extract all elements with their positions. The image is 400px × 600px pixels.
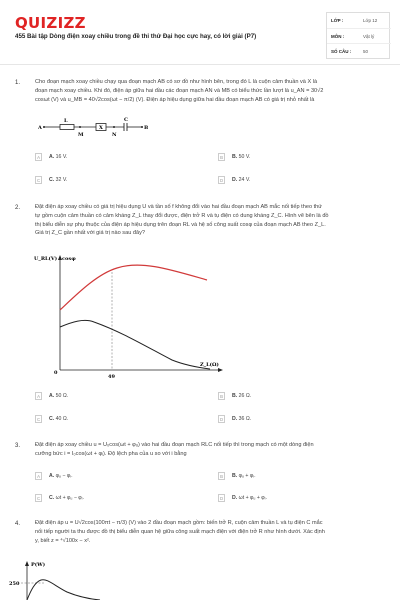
- option-label: C.: [49, 416, 55, 422]
- option-label: B.: [232, 473, 238, 479]
- question-line: đoạn mạch xoay chiều. Khi đó, điện áp giữa hai đầu các đoạn mạch AN và MB có biểu thức lần lượt là u_AN = 30√2: [35, 87, 324, 94]
- option-value: 24 V.: [238, 177, 251, 183]
- answer-option[interactable]: [218, 392, 388, 401]
- option-text: [49, 473, 73, 479]
- answer-option[interactable]: [35, 153, 215, 162]
- element-label-x: X: [99, 125, 103, 131]
- question-line: Đặt điện áp u = U√2cos(100πt − π/3) (V) vào 2 đầu đoạn mạch gồm: biến trở R, cuộn cảm thuần L và tụ điện C mắc: [35, 520, 323, 526]
- option-text: [232, 177, 250, 183]
- option-label: D.: [232, 416, 238, 422]
- meta-value: Vật lý: [363, 33, 375, 39]
- answer-option[interactable]: [35, 415, 215, 424]
- option-text: [232, 495, 267, 501]
- option-label: C.: [49, 177, 55, 183]
- option-value: 50 Ω.: [55, 393, 69, 399]
- node-label-n: N: [112, 132, 117, 138]
- answer-option[interactable]: [218, 176, 388, 185]
- option-value: 50 V.: [238, 154, 251, 160]
- circuit-diagram: [38, 112, 156, 140]
- answer-option[interactable]: [35, 392, 215, 401]
- question-line: Đặt điện áp xoay chiều có giá trị hiệu dụng U và tần số f không đổi vào hai đầu đoạn mạch AB mắc nối tiếp theo thứ: [35, 204, 323, 210]
- answer-option[interactable]: [218, 494, 388, 503]
- option-letter-box: C: [36, 178, 41, 183]
- option-letter-box: C: [36, 417, 41, 422]
- node-label-a: A: [38, 125, 42, 131]
- option-label: A.: [49, 393, 55, 399]
- option-text: [49, 495, 84, 501]
- option-text: [232, 154, 250, 160]
- option-letter-box: D: [219, 496, 224, 501]
- option-letter-box: B: [218, 472, 225, 480]
- option-value: 16 V.: [55, 154, 68, 160]
- option-label: A.: [49, 473, 55, 479]
- option-value: 40 Ω.: [55, 416, 69, 422]
- answer-option[interactable]: [35, 494, 215, 503]
- option-letter-box: D: [219, 178, 224, 183]
- option-value: φᵤ − φᵢ.: [55, 473, 73, 479]
- meta-row-count: [327, 44, 391, 60]
- option-letter-box: A: [35, 392, 42, 400]
- meta-row-subject: [327, 29, 391, 45]
- question-number: 4.: [15, 521, 21, 527]
- answer-option[interactable]: [218, 415, 388, 424]
- page-title: 455 Bài tập Dòng điện xoay chiều trong đề thi thử Đại học cực hay, có lời giải (P7): [15, 33, 257, 40]
- y-axis-label: U_RL(V): [34, 256, 58, 262]
- node-label-b: B: [144, 125, 149, 131]
- option-label: C.: [49, 495, 55, 501]
- answer-option[interactable]: [218, 153, 388, 162]
- option-letter-box: D: [219, 417, 224, 422]
- question-text: [35, 78, 390, 104]
- y-axis-label-2: cosφ: [62, 256, 76, 262]
- option-value: ωt + φᵤ + φᵢ.: [238, 495, 267, 501]
- answer-option[interactable]: [35, 176, 215, 185]
- question-number: 2.: [15, 205, 21, 211]
- option-letter-box: B: [218, 392, 225, 400]
- option-value: ωt + φᵤ − φᵢ.: [55, 495, 84, 501]
- option-value: φᵤ + φᵢ.: [238, 473, 256, 479]
- question-line: y, biết z = ⁴√100x − x².: [35, 537, 91, 544]
- option-text: [232, 393, 251, 399]
- meta-label: LỚP :: [331, 18, 344, 23]
- option-value: 26 Ω.: [238, 393, 252, 399]
- option-text: [232, 473, 256, 479]
- meta-table: [326, 12, 390, 59]
- question-line: tự gồm cuộn cảm thuần có cảm kháng Z_L thay đổi được, điện trở R và tụ điện có dung kháng Z_C. Hình vẽ bên là đồ: [35, 212, 329, 219]
- node-label-m: M: [78, 132, 84, 138]
- option-label: B.: [232, 393, 238, 399]
- question-line: nối tiếp người ta thu được đồ thị biểu diễn quan hệ giữa công suất mạch điện với điện trở R như hình dưới. Xác định: [35, 528, 325, 535]
- y-axis-label: P(W): [31, 562, 46, 568]
- question-text: [35, 441, 390, 459]
- x-mark-label: 49: [108, 374, 115, 380]
- option-letter-box: A: [35, 153, 42, 161]
- option-text: [49, 393, 68, 399]
- y-mark-label: 250: [9, 581, 20, 587]
- meta-value: Lớp 12: [363, 18, 378, 23]
- option-text: [49, 154, 67, 160]
- meta-label: SỐ CÂU :: [331, 49, 352, 55]
- option-text: [232, 416, 251, 422]
- ul-cosphi-graph: [32, 252, 232, 382]
- option-label: B.: [232, 154, 238, 160]
- option-label: D.: [232, 495, 238, 501]
- option-text: [49, 416, 68, 422]
- answer-option[interactable]: [218, 472, 388, 481]
- answer-option[interactable]: [35, 472, 215, 481]
- meta-value: 50: [363, 49, 369, 55]
- question-text: [35, 203, 390, 238]
- option-value: 36 Ω.: [238, 416, 252, 422]
- question-line: thị biểu diễn sự phụ thuộc của điện áp hiệu dụng trên đoạn RL và hệ số công suất cosφ của đoạn mạch AB theo Z_L.: [35, 221, 326, 228]
- quizizz-logo: QUIZIZZ: [15, 14, 86, 32]
- question-number: 1.: [15, 80, 21, 86]
- question-line: Đặt điện áp xoay chiều u = U₀cos(ωt + φᵤ) vào hai đầu đoạn mạch RLC nối tiếp thì trong mạch có một dòng điện: [35, 442, 314, 448]
- question-line: Cho đoạn mạch xoay chiều chạy qua đoạn mạch AB có sơ đồ như hình bên, trong đó L là cuộn cảm thuần và X là: [35, 79, 318, 85]
- option-text: [49, 177, 67, 183]
- question-line: cưỡng bức i = I₀cos(ωt + φᵢ). Độ lệch pha của u so với i bằng: [35, 450, 187, 457]
- meta-row-grade: [327, 13, 391, 29]
- option-label: D.: [232, 177, 238, 183]
- question-line: cosωt (V) và u_MB = 40√2cos(ωt − π/2) (V). Điện áp hiệu dụng giữa hai đầu đoạn mạch AB có giá trị nhỏ nhất là: [35, 96, 315, 103]
- question-line: Giá trị Z_C gần nhất với giá trị nào sau đây?: [35, 230, 146, 237]
- meta-label: MÔN :: [331, 33, 345, 39]
- power-resistance-graph: [5, 558, 105, 600]
- header-divider: [0, 64, 400, 65]
- capacitor-label: C: [124, 117, 128, 123]
- option-label: A.: [49, 154, 55, 160]
- inductor-label: L: [64, 118, 68, 124]
- question-number: 3.: [15, 443, 21, 449]
- x-axis-label: Z_L(Ω): [200, 362, 219, 368]
- option-letter-box: B: [218, 153, 225, 161]
- origin-label: 0: [54, 370, 58, 376]
- option-letter-box: A: [35, 472, 42, 480]
- question-text: [35, 519, 390, 545]
- option-letter-box: C: [36, 496, 41, 501]
- option-value: 32 V.: [55, 177, 68, 183]
